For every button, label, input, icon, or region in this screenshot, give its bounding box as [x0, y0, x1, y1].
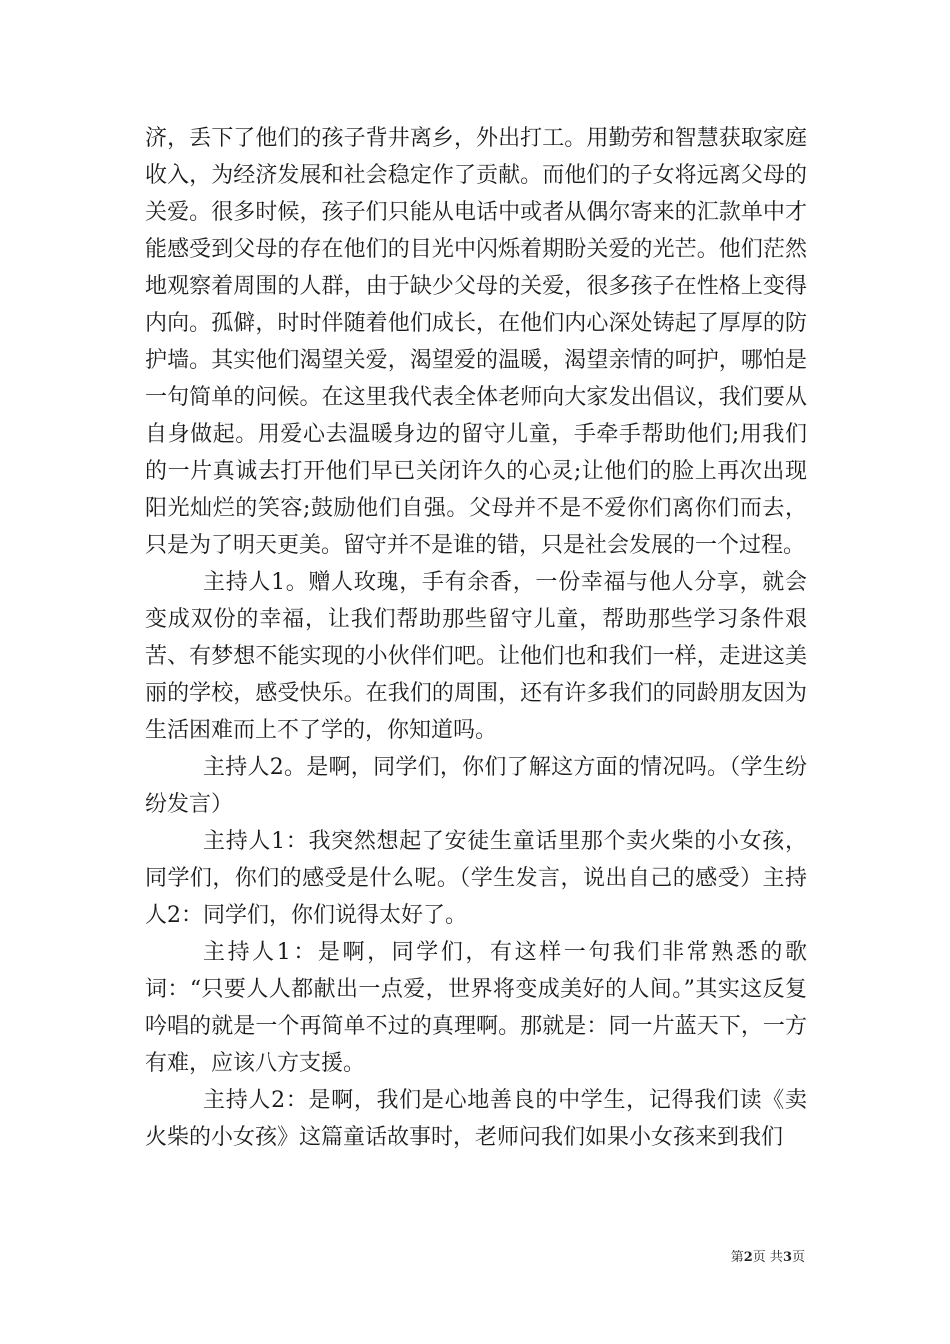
paragraph-2: 主持人1。赠人玫瑰，手有余香，一份幸福与他人分享，就会变成双份的幸福，让我们帮助那些留守儿童，帮助那些学习条件艰苦、有梦想不能实现的小伙伴们吧。让他们也和我们一样，走进这美丽的学校，感受快乐。在我们的周围，还有许多我们的同龄朋友因为生活困难而上不了学的，你知道吗。 [145, 570, 807, 743]
paragraph-5: 主持人1：是啊，同学们，有这样一句我们非常熟悉的歌词：“只要人人都献出一点爱，世界将变成美好的人间。”其实这反复吟唱的就是一个再简单不过的真理啊。那就是：同一片蓝天下，一方有难，应该八方支援。 [145, 940, 807, 1076]
page-footer [0, 1246, 805, 1265]
footer-middle: 页 共 [752, 1250, 783, 1265]
paragraph-4: 主持人1：我突然想起了安徒生童话里那个卖火柴的小女孩，同学们，你们的感受是什么呢。（学生发言，说出自己的感受）主持人2：同学们，你们说得太好了。 [145, 829, 807, 928]
current-page-number: 2 [743, 1250, 753, 1265]
paragraph-1: 济，丢下了他们的孩子背井离乡，外出打工。用勤劳和智慧获取家庭收入，为经济发展和社会稳定作了贡献。而他们的子女将远离父母的关爱。很多时候，孩子们只能从电话中或者从偶尔寄来的汇款单中才能感受到父母的存在他们的目光中闪烁着期盼关爱的光芒。他们茫然地观察着周围的人群，由于缺少父母的关爱，很多孩子在性格上变得内向。孤僻，时时伴随着他们成长，在他们内心深处铸起了厚厚的防护墙。其实他们渴望关爱，渴望爱的温暖，渴望亲情的呵护，哪怕是一句简单的问候。在这里我代表全体老师向大家发出倡议，我们要从自身做起。用爱心去温暖身边的留守儿童，手牵手帮助他们;用我们的一片真诚去打开他们早已关闭许久的心灵;让他们的脸上再次出现阳光灿烂的笑容;鼓励他们自强。父母并不是不爱你们离你们而去，只是为了明天更美。留守并不是谁的错，只是社会发展的一个过程。 [145, 126, 807, 558]
paragraph-3: 主持人2。是啊，同学们，你们了解这方面的情况吗。（学生纷纷发言） [145, 755, 807, 817]
footer-suffix: 页 [791, 1250, 805, 1265]
document-body [145, 120, 807, 1156]
footer-prefix: 第 [730, 1250, 744, 1265]
total-pages-number: 3 [782, 1250, 792, 1265]
paragraph-6: 主持人2：是啊，我们是心地善良的中学生，记得我们读《卖火柴的小女孩》这篇童话故事时，老师问我们如果小女孩来到我们 [145, 1088, 807, 1150]
